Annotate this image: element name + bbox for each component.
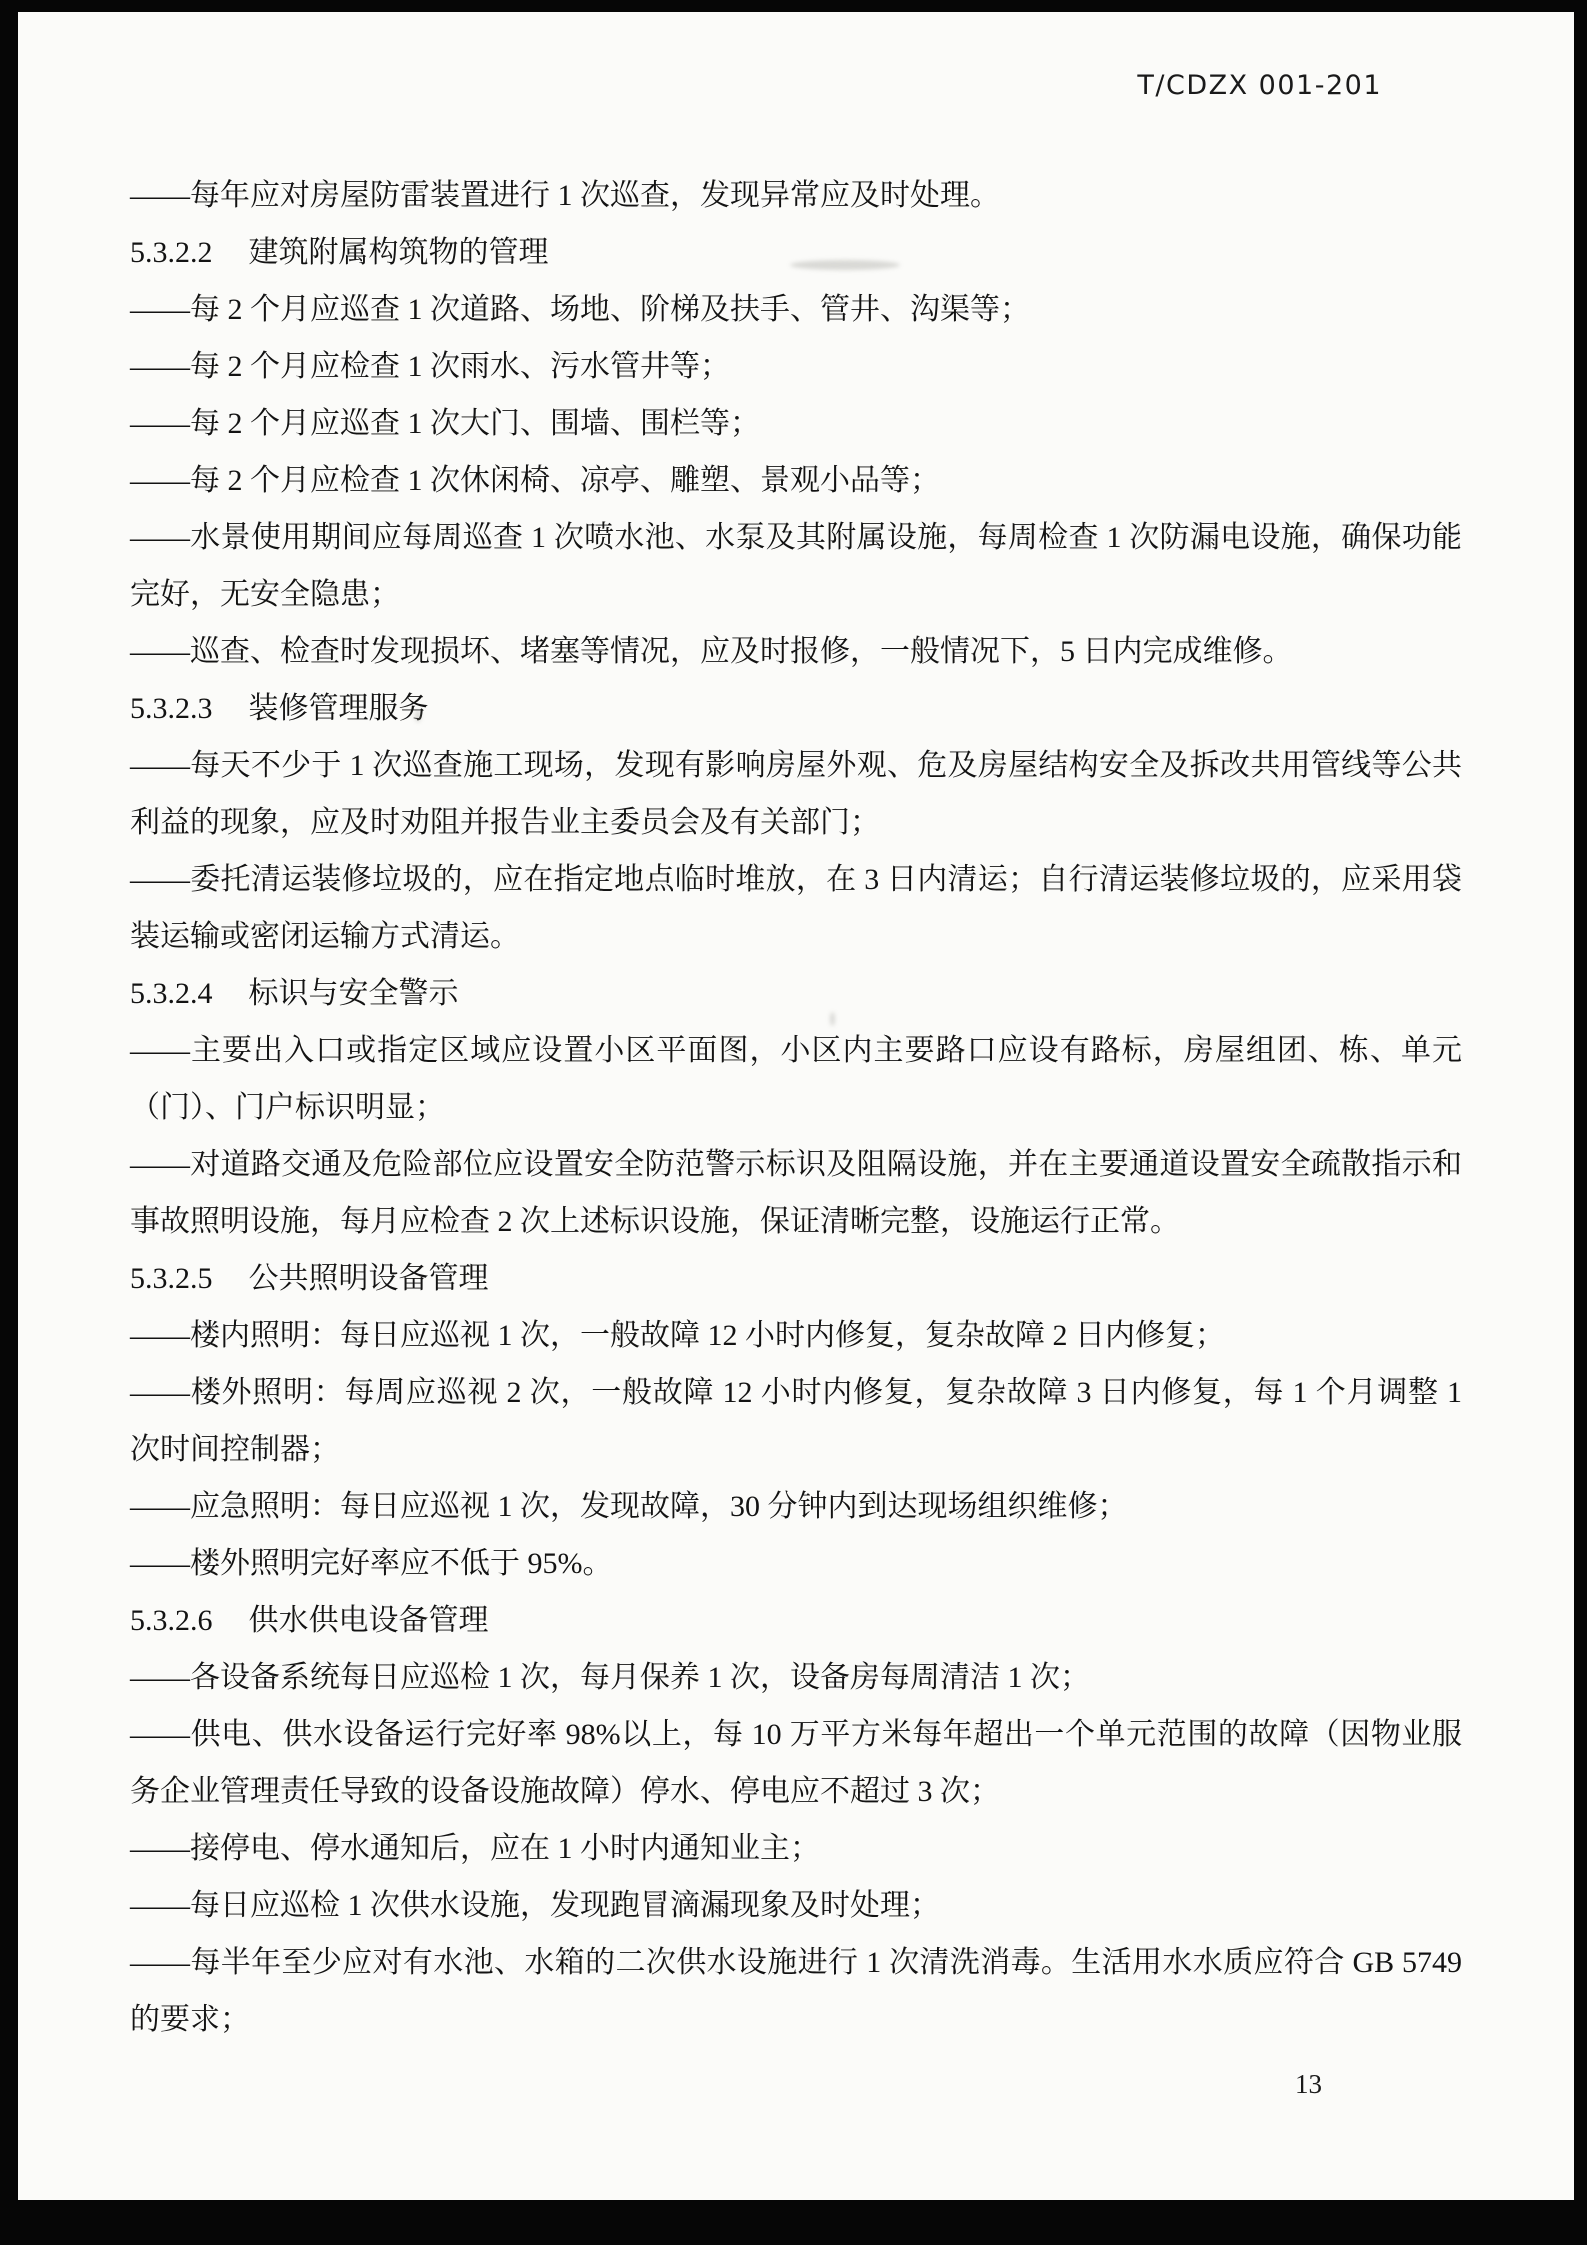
clause-item: ——每 2 个月应检查 1 次雨水、污水管井等； [130, 350, 730, 383]
section-title: 供水供电设备管理 [248, 1604, 489, 1637]
clause-item: ——应急照明：每日应巡视 1 次，发现故障，30 分钟内到达现场组织维修； [130, 1490, 1128, 1523]
clause-item: ——每天不少于 1 次巡查施工现场，发现有影响房屋外观、危及房屋结构安全及拆改共用管线等公共利益的现象，应及时劝阻并报告业主委员会及有关部门； [130, 749, 1462, 839]
section-number: 5.3.2.3 [130, 692, 213, 725]
section-title: 标识与安全警示 [248, 977, 459, 1010]
clause-item: ——供电、供水设备运行完好率 98%以上，每 10 万平方米每年超出一个单元范围的故障（因物业服务企业管理责任导致的设备设施故障）停水、停电应不超过 3 次； [130, 1718, 1462, 1808]
clause-item: ——主要出入口或指定区域应设置小区平面图，小区内主要路口应设有路标，房屋组团、栋、单元（门）、门户标识明显； [130, 1034, 1462, 1124]
section-number: 5.3.2.4 [130, 977, 213, 1010]
section-number: 5.3.2.6 [130, 1604, 213, 1637]
section-title: 公共照明设备管理 [248, 1262, 489, 1295]
section-heading [130, 965, 1462, 1022]
clause-item: ——楼内照明：每日应巡视 1 次，一般故障 12 小时内修复，复杂故障 2 日内修复； [130, 1319, 1225, 1352]
section-heading [130, 1250, 1462, 1307]
clause-item: ——每年应对房屋防雷装置进行 1 次巡查，发现异常应及时处理。 [130, 179, 1000, 212]
scan-artifact [830, 1012, 835, 1026]
section-title: 建筑附属构筑物的管理 [248, 236, 549, 269]
clause-item: ——巡查、检查时发现损坏、堵塞等情况，应及时报修，一般情况下，5 日内完成维修。 [130, 635, 1293, 668]
clause-item: ——对道路交通及危险部位应设置安全防范警示标识及阻隔设施，并在主要通道设置安全疏散指示和事故照明设施，每月应检查 2 次上述标识设施，保证清晰完整，设施运行正常。 [130, 1148, 1462, 1238]
section-heading [130, 224, 1462, 281]
section-heading [130, 1592, 1462, 1649]
clause-item: ——楼外照明完好率应不低于 95%。 [130, 1547, 613, 1580]
clause-item: ——各设备系统每日应巡检 1 次，每月保养 1 次，设备房每周清洁 1 次； [130, 1661, 1090, 1694]
clause-item: ——每 2 个月应检查 1 次休闲椅、凉亭、雕塑、景观小品等； [130, 464, 940, 497]
document-body [130, 167, 1462, 2048]
clause-item: ——每半年至少应对有水池、水箱的二次供水设施进行 1 次清洗消毒。生活用水水质应符合 GB 5749 的要求； [130, 1946, 1462, 2036]
page-number: 13 [1295, 2069, 1322, 2099]
section-title: 装修管理服务 [248, 692, 429, 725]
section-number: 5.3.2.5 [130, 1262, 213, 1295]
clause-item: ——水景使用期间应每周巡查 1 次喷水池、水泵及其附属设施，每周检查 1 次防漏电设施，确保功能完好，无安全隐患； [130, 521, 1462, 611]
clause-item: ——委托清运装修垃圾的，应在指定地点临时堆放，在 3 日内清运；自行清运装修垃圾的，应采用袋装运输或密闭运输方式清运。 [130, 863, 1462, 953]
clause-item: ——楼外照明：每周应巡视 2 次，一般故障 12 小时内修复，复杂故障 3 日内修复，每 1 个月调整 1 次时间控制器； [130, 1376, 1462, 1466]
standard-code-header: T/CDZX 001-201 [1137, 70, 1382, 101]
scan-artifact [415, 710, 421, 722]
clause-item: ——接停电、停水通知后，应在 1 小时内通知业主； [130, 1832, 820, 1865]
clause-item: ——每 2 个月应巡查 1 次道路、场地、阶梯及扶手、管井、沟渠等； [130, 293, 1030, 326]
section-number: 5.3.2.2 [130, 236, 213, 269]
scan-artifact [790, 260, 900, 270]
document-page [18, 12, 1574, 2200]
clause-item: ——每日应巡检 1 次供水设施，发现跑冒滴漏现象及时处理； [130, 1889, 940, 1922]
clause-item: ——每 2 个月应巡查 1 次大门、围墙、围栏等； [130, 407, 760, 440]
section-heading [130, 680, 1462, 737]
